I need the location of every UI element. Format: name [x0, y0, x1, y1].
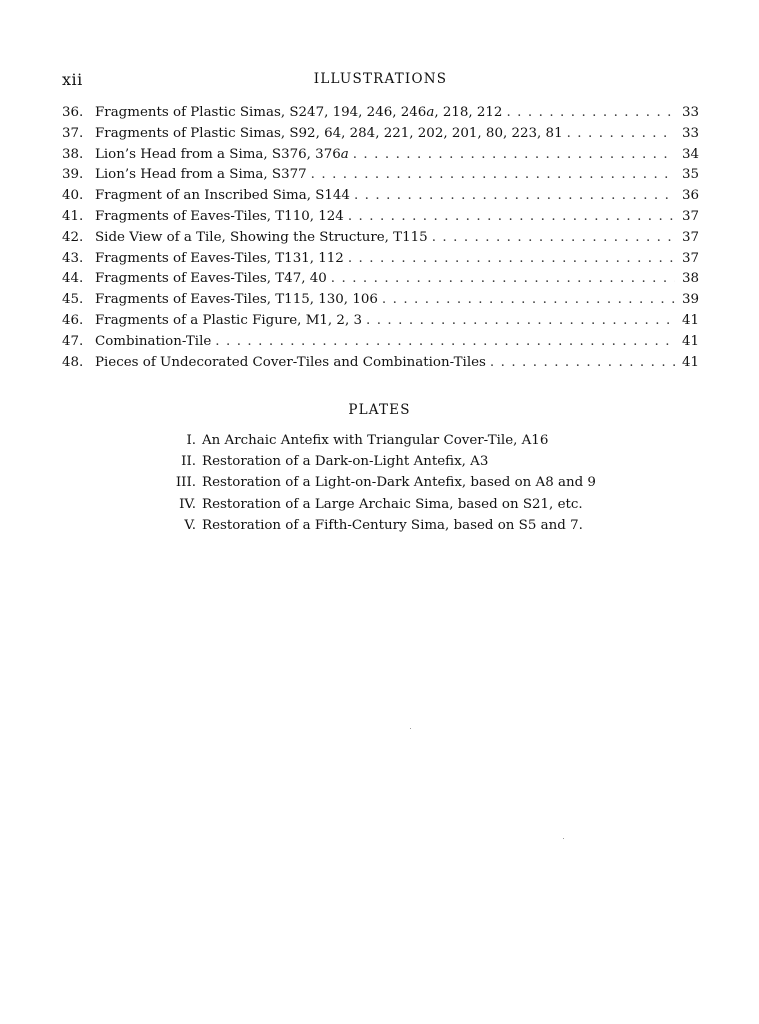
- figure-list: [62, 103, 699, 373]
- plate-title: An Archaic Antefix with Triangular Cover-Tile, A16: [202, 433, 549, 448]
- figure-title: Fragments of Plastic Simas, S92, 64, 284, 221, 202, 201, 80, 223, 81: [95, 125, 563, 141]
- dot-leader: [215, 332, 675, 353]
- figure-page: 37: [681, 229, 699, 245]
- figure-title: Side View of a Tile, Showing the Structure, T115: [95, 229, 428, 245]
- figure-page: 37: [681, 208, 699, 224]
- list-item: [62, 103, 699, 124]
- figure-number: 43.: [62, 250, 84, 266]
- figure-title: Pieces of Undecorated Cover-Tiles and Combination-Tiles: [95, 354, 486, 370]
- plates-heading: PLATES: [348, 402, 411, 418]
- list-item: [62, 332, 699, 353]
- list-item: [62, 124, 699, 145]
- paper-speck: [563, 838, 564, 839]
- dot-leader: [331, 269, 675, 290]
- dot-leader: [490, 353, 675, 374]
- list-item: [62, 228, 699, 249]
- dot-leader: [567, 124, 675, 145]
- dot-leader: [354, 186, 675, 207]
- figure-title: Fragments of Eaves-Tiles, T131, 112: [95, 250, 344, 266]
- list-item: [150, 472, 596, 493]
- plate-title: Restoration of a Large Archaic Sima, based on S21, etc.: [202, 496, 583, 512]
- figure-title: Fragments of Plastic Simas, S247, 194, 246, 246a, 218, 212: [95, 105, 503, 120]
- figure-title: Lion’s Head from a Sima, S377: [95, 167, 307, 183]
- plate-title: Restoration of a Dark-on-Light Antefix, A3: [202, 454, 489, 470]
- list-item: [62, 165, 699, 186]
- figure-title: Fragments of Eaves-Tiles, T115, 130, 106: [95, 292, 378, 308]
- figure-page: 37: [681, 250, 699, 266]
- figure-number: 48.: [62, 354, 84, 370]
- list-item: [150, 515, 596, 536]
- list-item: [62, 207, 699, 228]
- list-item: [150, 430, 596, 451]
- figure-page: 36: [681, 188, 699, 204]
- figure-title: Fragment of an Inscribed Sima, S144: [95, 188, 350, 204]
- figure-page: 33: [681, 105, 699, 120]
- figure-number: 38.: [62, 146, 84, 162]
- page-folio: xii: [62, 70, 83, 89]
- paper-speck: [410, 728, 411, 729]
- dot-leader: [432, 228, 675, 249]
- list-item: [62, 353, 699, 374]
- list-item: [62, 311, 699, 332]
- list-item: [62, 186, 699, 207]
- plate-title: Restoration of a Light-on-Dark Antefix, based on A8 and 9: [202, 475, 596, 491]
- running-title: ILLUSTRATIONS: [313, 71, 448, 87]
- plate-list: [150, 430, 596, 536]
- dot-leader: [506, 103, 675, 124]
- plate-number: II.: [181, 454, 196, 470]
- figure-number: 44.: [62, 271, 84, 287]
- figure-number: 45.: [62, 292, 84, 308]
- list-item: [62, 249, 699, 270]
- figure-number: 46.: [62, 312, 84, 328]
- page-header: [62, 70, 699, 90]
- figure-title: Combination-Tile: [95, 333, 212, 349]
- plate-number: I.: [186, 433, 196, 448]
- figure-page: 39: [681, 292, 699, 308]
- plate-number: V.: [184, 517, 196, 533]
- figure-number: 36.: [62, 105, 84, 120]
- figure-number: 47.: [62, 333, 84, 349]
- dot-leader: [353, 145, 675, 166]
- list-item: [62, 269, 699, 290]
- plate-title: Restoration of a Fifth-Century Sima, based on S5 and 7.: [202, 517, 583, 533]
- list-item: [150, 451, 596, 472]
- figure-number: 39.: [62, 167, 84, 183]
- figure-page: 35: [681, 167, 699, 183]
- figure-number: 37.: [62, 125, 84, 141]
- dot-leader: [348, 249, 675, 270]
- figure-title: Fragments of Eaves-Tiles, T47, 40: [95, 271, 327, 287]
- list-item: [62, 290, 699, 311]
- figure-page: 41: [681, 312, 699, 328]
- list-item: [62, 145, 699, 166]
- figure-title: Lion’s Head from a Sima, S376, 376a: [95, 146, 349, 162]
- dot-leader: [311, 165, 675, 186]
- figure-page: 38: [681, 271, 699, 287]
- figure-title: Fragments of Eaves-Tiles, T110, 124: [95, 208, 344, 224]
- dot-leader: [382, 290, 675, 311]
- figure-page: 33: [681, 125, 699, 141]
- figure-page: 41: [681, 354, 699, 370]
- plate-number: III.: [175, 475, 196, 491]
- plate-number: IV.: [179, 496, 196, 512]
- figure-number: 41.: [62, 208, 84, 224]
- dot-leader: [366, 311, 675, 332]
- figure-page: 41: [681, 333, 699, 349]
- figure-page: 34: [681, 146, 699, 162]
- list-item: [150, 494, 596, 515]
- figure-title: Fragments of a Plastic Figure, M1, 2, 3: [95, 312, 362, 328]
- dot-leader: [348, 207, 675, 228]
- figure-number: 40.: [62, 188, 84, 204]
- figure-number: 42.: [62, 229, 84, 245]
